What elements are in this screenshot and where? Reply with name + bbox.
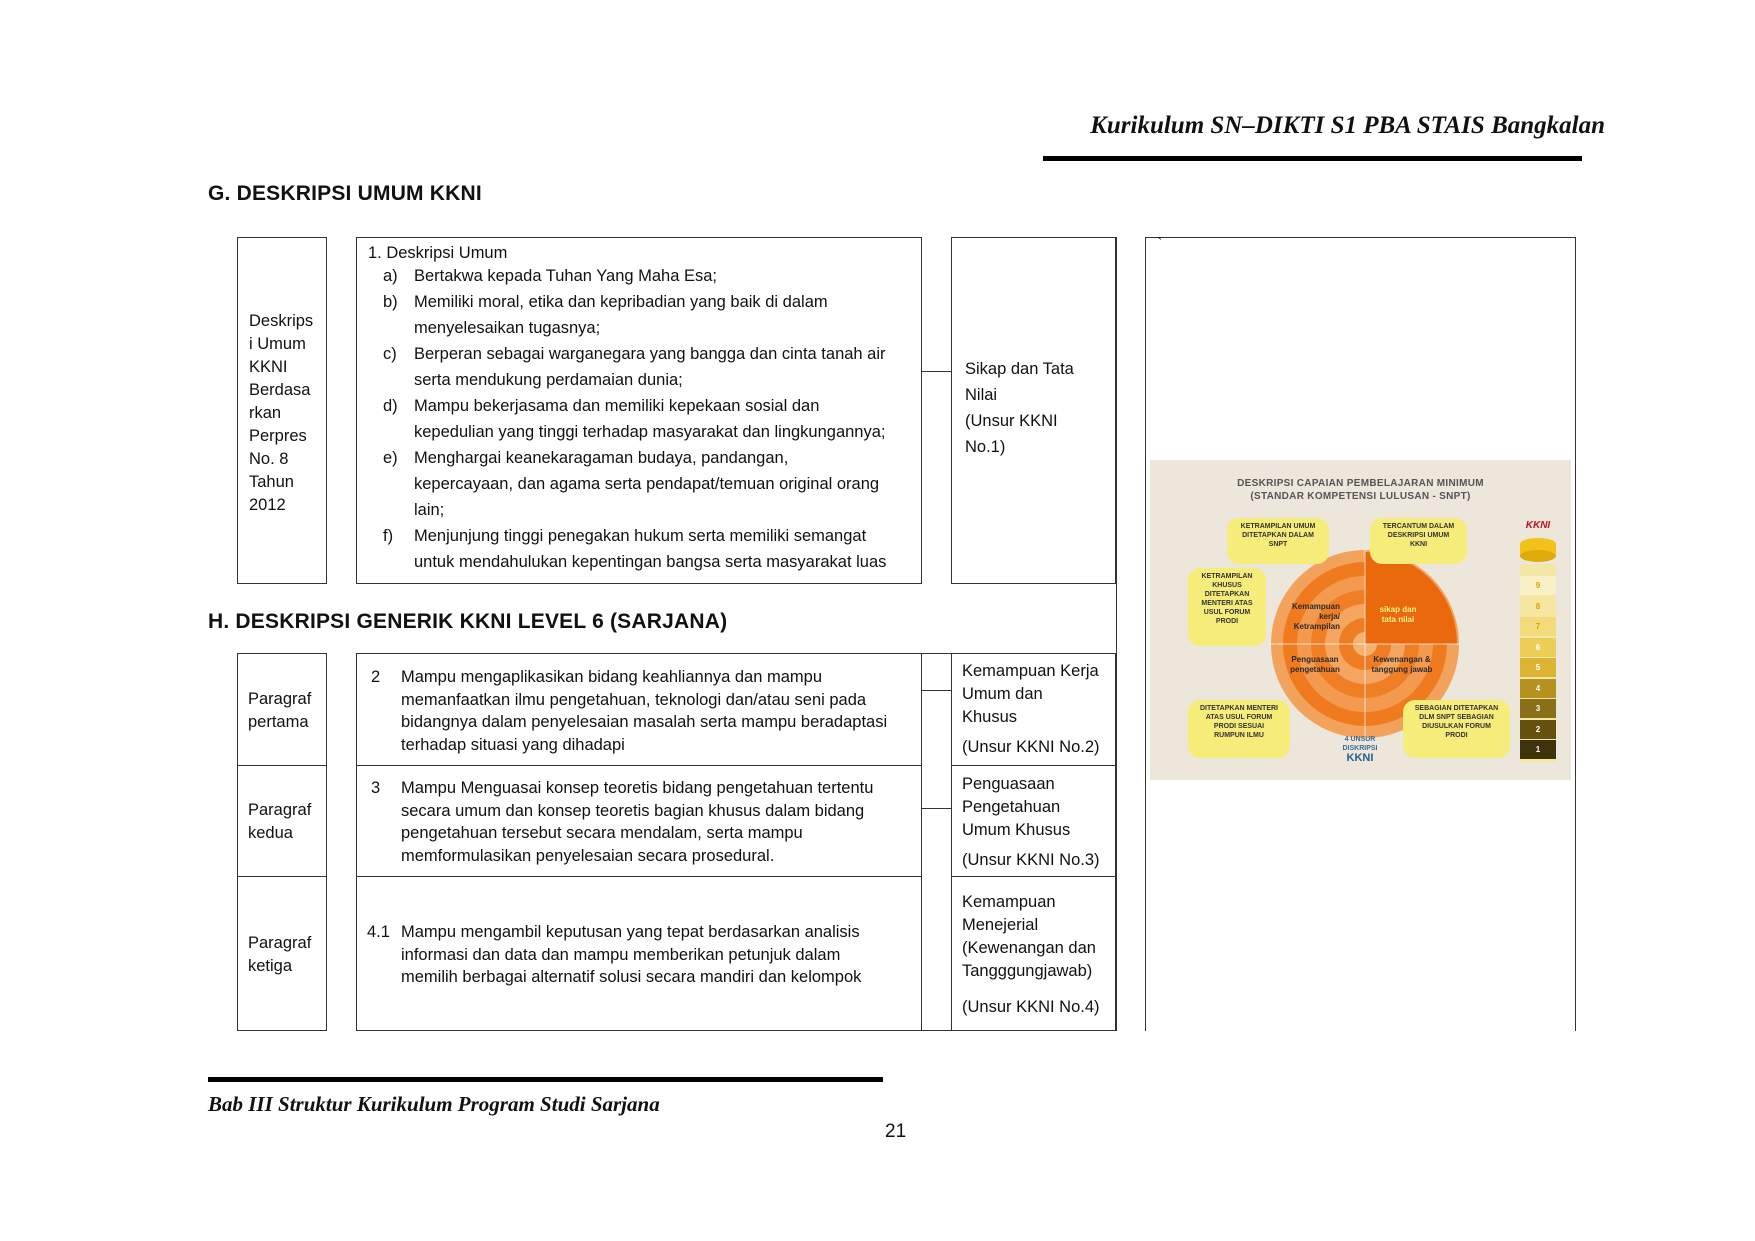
bubble-line: SNPT [1268,541,1288,548]
paragraf-ketiga-label [248,932,311,978]
caption-4-unsur: 4 UNSUR [1344,736,1376,743]
paragraf-kedua-label [248,799,311,845]
bubble-line: SEBAGIAN DITETAPKAN [1414,705,1499,712]
section-g-title: G. DESKRIPSI UMUM KKNI [208,182,482,205]
connector-line [921,808,952,809]
list-item-text: Memiliki moral, etika dan kepribadian yang baik di dalam [414,293,828,311]
list-item-text: Mampu bekerjasama dan memiliki kepekaan sosial dan [414,397,820,415]
category-line: Kemampuan Kerja [962,662,1099,680]
category-line: Tangggungjawab) [962,962,1093,980]
sikap-tata-nilai-label [965,356,1074,460]
list-item-text: lain; [414,501,445,519]
right-column-right-edge [1575,237,1576,1031]
paragraf-label-line: pertama [248,713,309,731]
kkni-diagram [1150,460,1571,780]
row-divider [951,765,1116,766]
quadrant-sikap-tata-nilai [1368,605,1428,625]
paragraph-text-line: bidangnya dalam penyelesaian masalah serta mampu beradaptasi [401,713,888,731]
quadrant-kemampuan-kerja [1276,602,1340,632]
label-line: Tahun [249,473,294,491]
kkni-level-6: 6 [1520,638,1556,657]
quadrant-line: tanggung jawab [1371,665,1433,674]
paragraph-text-line: memanfaatkan ilmu pengetahuan, teknologi dan/atau seni pada [401,690,867,709]
section-g-label-cell [237,237,327,584]
paragraph-text-line: memformulasikan penyelesaian secara prosedural. [401,846,775,865]
quadrant-penguasaan-pengetahuan [1280,655,1350,675]
category-line: Khusus [962,708,1018,726]
category-line: Umum Khusus [962,821,1071,839]
kkni-level-5: 5 [1520,658,1556,677]
bubble-line: DITETAPKAN MENTERI [1199,705,1279,712]
paragraph-text-line: memilih berbagai alternatif solusi secara mandiri dan kelompok [401,968,862,986]
row-divider [237,876,327,877]
unsur-label: (Unsur KKNI No.2) [962,738,1100,756]
paragraph-text [401,777,873,867]
page-number: 21 [885,1121,907,1142]
quadrant-line: Kemampuan [1291,602,1340,611]
list-marker: b) [383,293,398,311]
paragraph-text-line: Mampu Menguasai konsep teoretis bidang pengetahuan tertentu [401,779,874,797]
paragraph-text-line: secara umum dan konsep teoretis bagian khusus dalam bidang [401,801,865,820]
label-line: rkan [249,404,282,422]
list-marker: f) [383,527,394,545]
list-item-text: Berperan sebagai warganegara yang bangga dan cinta tanah air [414,345,886,363]
label-line: Berdasa [249,381,311,399]
bubble-line: KHUSUS [1212,582,1242,589]
category-line: Kemampuan [962,893,1056,911]
list-marker: a) [383,267,398,285]
quadrant-line: pengetahuan [1290,665,1340,674]
paragraf-label-line: Paragraf [248,934,312,952]
bubble-line: ATAS USUL FORUM [1205,714,1273,721]
list-item-text: untuk mendahulukan kepentingan bangsa serta masyarakat luas [414,553,887,571]
label-line: (Unsur KKNI [965,412,1058,430]
unsur-label: (Unsur KKNI No.4) [962,998,1100,1016]
paragraph-text [401,666,887,756]
label-line: Perpres [249,427,307,445]
kkni-levels [1520,576,1556,766]
kkni-level-1: 1 [1520,740,1556,759]
bubble-line: DITETAPKAN DALAM [1242,532,1314,539]
label-line: 2012 [249,496,286,514]
bubble-ketrampilan-umum [1227,518,1329,564]
category-line: (Kewenangan dan [962,939,1096,957]
kkni-level-4: 4 [1520,679,1556,698]
quadrant-line: tata nilai [1381,615,1415,624]
row-divider [951,876,1116,877]
category-kemampuan-menejerial [962,891,1096,983]
caption-diskripsi: DISKRIPSI [1342,745,1378,752]
paragraph-number: 2 [371,668,381,686]
connector-line [921,690,952,691]
kkni-level-3: 3 [1520,699,1556,718]
bubble-ketrampilan-khusus [1188,568,1266,646]
right-column-left-edge [1145,237,1146,1031]
kkni-level-7: 7 [1520,617,1556,636]
quadrant-line: Kewenangan & [1373,655,1431,664]
paragraph-text-line: pengetahuan tersebut secara mendalam, serta mampu [401,824,803,842]
quadrant-line: sikap dan [1379,605,1417,614]
kkni-badge: KKNI [1525,520,1551,531]
list-item-text: Menghargai keanekaragaman budaya, pandangan, [414,449,789,467]
label-line: Sikap dan Tata [965,360,1074,378]
footer-rule [208,1077,883,1082]
section-h-title: H. DESKRIPSI GENERIK KKNI LEVEL 6 (SARJANA) [208,610,728,633]
paragraph-number: 3 [371,779,381,797]
paragraf-label-line: ketiga [248,957,293,975]
quadrant-line: Ketrampilan [1293,622,1340,631]
paragraf-pertama-label [248,688,311,734]
paragraph-text-line: Mampu mengambil keputusan yang tepat berdasarkan analisis [401,923,860,941]
category-penguasaan-pengetahuan [962,773,1070,842]
running-header: Kurikulum SN–DIKTI S1 PBA STAIS Bangkalan [1090,112,1605,139]
label-line: Nilai [965,386,998,404]
bubble-line: DESKRIPSI UMUM [1387,532,1450,539]
diagram-subtitle: (STANDAR KOMPETENSI LULUSAN - SNPT) [1250,491,1471,502]
bubble-line: KKNI [1409,541,1428,548]
bubble-line: PRODI SESUAI [1213,723,1265,730]
bubble-line: PRODI [1215,618,1239,625]
paragraph-text-line: informasi dan data dan mampu memberikan petunjuk dalam [401,945,841,964]
category-line: Pengetahuan [962,798,1061,816]
bubble-line: DITETAPKAN [1204,591,1250,598]
bubble-sebagian-ditetapkan [1403,700,1510,758]
row-divider [356,876,922,877]
list-item-text: kepedulian yang tinggi terhadap masyarakat dan lingkungannya; [414,423,886,441]
paragraph-number: 4.1 [367,923,390,941]
caption-kkni: KKNI [1346,752,1374,764]
category-line: Umum dan [962,685,1043,703]
bubble-line: KETRAMPILAN UMUM [1240,523,1316,530]
diagram-title: DESKRIPSI CAPAIAN PEMBELAJARAN MINIMUM [1237,478,1484,489]
label-line: i Umum [249,335,306,353]
paragraph-text-line: Mampu mengaplikasikan bidang keahliannya dan mampu [401,668,823,686]
paragraph-text [401,921,861,989]
bubble-ditetapkan-menteri [1188,700,1290,758]
list-item-text: kepercayaan, dan agama serta pendapat/temuan original orang [414,475,880,493]
backtick-mark: ` [1157,236,1163,253]
right-column-divider [1116,237,1117,1031]
bubble-line: TERCANTUM DALAM [1382,523,1455,530]
section-g-label [249,310,313,517]
bubble-line: KETRAMPILAN [1201,573,1253,580]
deskripsi-umum-heading: 1. Deskripsi Umum [368,244,508,262]
category-kemampuan-kerja [962,660,1099,729]
header-rule [1043,156,1582,161]
kkni-level-9: 9 [1520,576,1556,595]
list-marker: e) [383,449,398,467]
list-item-text: menyelesaikan tugasnya; [414,319,601,337]
label-line: No. 8 [249,450,289,468]
list-marker: c) [383,345,397,363]
label-line: KKNI [249,358,288,376]
paragraf-label-line: kedua [248,824,293,842]
bubble-line: RUMPUN ILMU [1214,732,1264,739]
label-line: Deskrips [249,312,314,330]
right-column-top-edge [1145,237,1576,238]
bubble-tercantum [1370,518,1467,564]
unsur-label: (Unsur KKNI No.3) [962,851,1100,869]
connector-line [922,371,952,372]
bubble-line: USUL FORUM [1203,609,1251,616]
row-divider [356,765,922,766]
paragraf-label-line: Paragraf [248,690,312,708]
connector-column [921,653,952,1031]
list-item-text: serta mendukung perdamaian dunia; [414,371,683,389]
bubble-line: PRODI [1445,732,1468,739]
kkni-level-2: 2 [1520,720,1556,739]
category-line: Penguasaan [962,775,1055,793]
category-line: Menejerial [962,916,1039,934]
quadrant-line: Penguasaan [1291,655,1339,664]
kkni-level-8: 8 [1520,597,1556,616]
bubble-line: DLM SNPT SEBAGIAN [1419,714,1494,721]
quadrant-line: kerja/ [1319,612,1340,621]
list-item-text: Bertakwa kepada Tuhan Yang Maha Esa; [414,267,718,285]
row-divider [237,765,327,766]
section-g-category-cell [951,237,1116,584]
highlight-quadrant [1365,552,1457,644]
paragraph-text-line: terhadap situasi yang dihadapi [401,735,625,754]
quadrant-kewenangan [1362,655,1442,675]
list-marker: d) [383,397,398,415]
running-footer: Bab III Struktur Kurikulum Program Studi Sarjana [208,1092,660,1116]
section-g-description-cell [356,237,922,584]
label-line: No.1) [965,438,1006,456]
paragraf-label-line: Paragraf [248,801,312,819]
bubble-line: DIUSULKAN FORUM [1422,723,1491,730]
list-item-text: Menjunjung tinggi penegakan hukum serta memiliki semangat [414,527,867,545]
bubble-line: MENTERI ATAS [1201,600,1253,607]
